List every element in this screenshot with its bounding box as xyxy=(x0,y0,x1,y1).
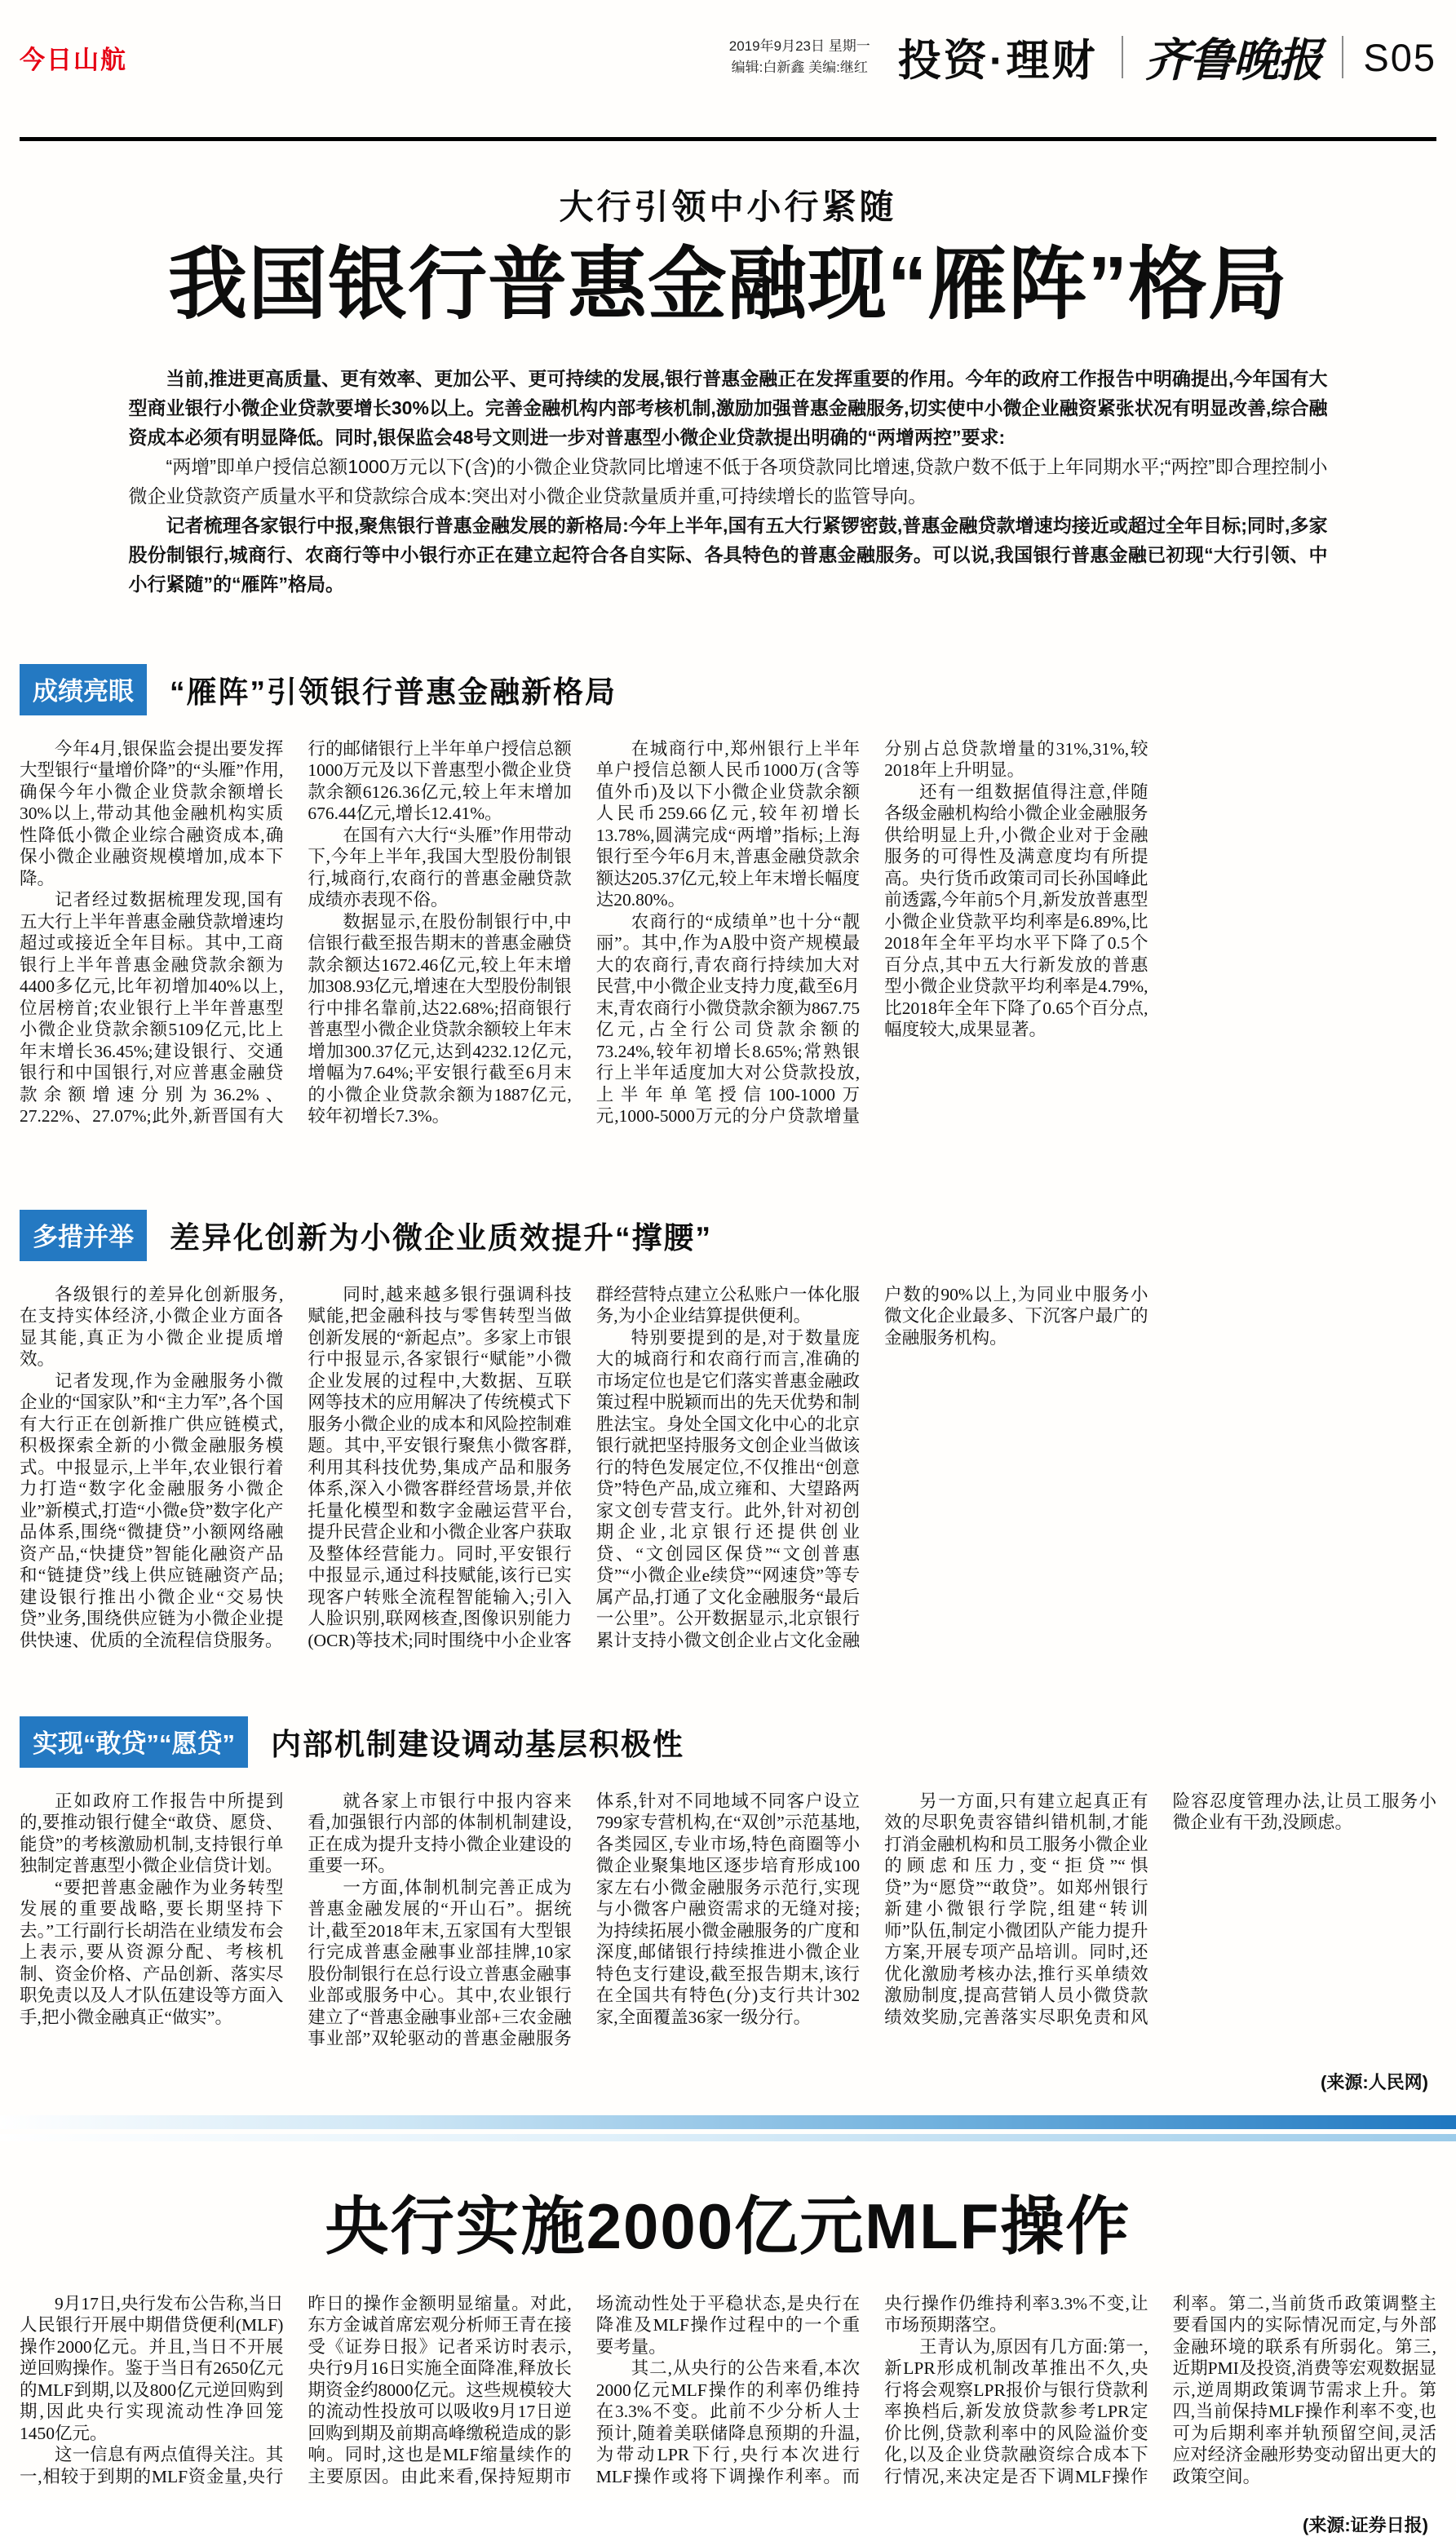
dateline: 2019年9月23日 星期一 xyxy=(728,38,870,54)
section-tag: 多措并举 xyxy=(20,1210,147,1261)
body-paragraph: 正如政府工作报告中所提到的,要推动银行健全“敢贷、愿贷、能贷”的考核激励机制,支持银行单独制定普惠型小微企业信贷计划。 xyxy=(20,1791,284,1876)
body-paragraph: 农商行的“成绩单”也十分“靓丽”。其中,作为A股中资产规模最大的农商行,青农商行持续加大对民营,中小微企业支持力度,截至6月末,青农商行小微贷款余额为867.75亿元,占全行公司贷款余额的73.24%,较年初增长8.65%;常熟银行上半年适度加大对公贷款投放,上半年单笔授信100-1000万元,1000-5000万元的分户贷款增量分别占总贷款增量的31%,31%,较2018年上升明显。 xyxy=(595,738,1148,1127)
kicker: 大行引领中小行紧随 xyxy=(559,188,897,226)
editors-line: 编辑:白新鑫 美编:继红 xyxy=(731,60,868,75)
paper-logo: 齐鲁晚报 xyxy=(1144,33,1321,87)
body-paragraph: 特别要提到的是,对于数量庞大的城商行和农商行而言,准确的市场定位也是它们落实普惠金融政策过程中脱颖而出的先天优势和制胜法宝。身处全国文化中心的北京银行就把坚持服务文创企业当做该行的特色发展定位,不仅推出“创意贷”特色产品,成立雍和、大望路两家文创专营支行。此外,针对初创期企业,北京银行还提供创业贷、“文创园区保贷”“文创普惠贷”“小微企业e续贷”“网速贷”等专属产品,打通了文化金融服务“最后一公里”。公开数据显示,北京银行累计支持小微文创企业占文化金融户数的90%以上,为同业中服务小微文化企业最多、下沉客户最广的金融服务机构。 xyxy=(595,1284,1148,1650)
body-paragraph: 各级银行的差异化创新服务,在支持实体经济,小微企业方面各显其能,真正为小微企业提质增效。 xyxy=(20,1284,284,1370)
secondary-headline: 央行实施2000亿元MLF操作 xyxy=(325,2189,1131,2262)
separator-band-top xyxy=(0,2115,1456,2129)
section-mechanism xyxy=(0,1716,1456,2094)
article-body xyxy=(20,2293,1436,2507)
body-paragraph: “两增”即单户授信总额1000万元以下(含)的小微企业贷款同比增速不低于各项贷款同比增速,贷款户数不低于上年同期水平;“两控”即合理控制小微企业贷款资产质量水平和贷款综合成本:突出对小微企业贷款量质并重,可持续增长的监管导向。 xyxy=(128,455,1328,507)
page-number: S05 xyxy=(1363,35,1436,79)
section-header xyxy=(20,664,1436,715)
body-paragraph: 在国有六大行“头雁”作用带动下,今年上半年,我国大型股份制银行,城商行,农商行的普惠金融贷款成绩亦表现不俗。 xyxy=(308,825,572,910)
section-achievements xyxy=(0,664,1456,1146)
body-paragraph: 记者发现,作为金融服务小微企业的“国家队”和“主力军”,各个国有大行正在创新推广供应链模式,积极探索全新的小微金融服务模式。中报显示,上半年,农业银行着力打造“数字化金融服务小微企业”新模式,打造“小微e贷”数字化产品体系,围绕“微捷贷”小额网络融资产品,“快捷贷”智能化融资产品和“链捷贷”线上供应链融资产品;建设银行推出小微企业“交易快贷”业务,围绕供应链为小微企业提供快速、优质的全流程信贷服务。 xyxy=(20,1370,284,1650)
body-paragraph: “要把普惠金融作为业务转型发展的重要战略,要长期坚持下去。”工行副行长胡浩在业绩发布会上表示,要从资源分配、考核机制、资金价格、产品创新、落实尽职免责以及人才队伍建设等方面入手,把小微金融真正“做实”。 xyxy=(20,1877,284,2027)
section-title: 内部机制建设调动基层积极性 xyxy=(271,1728,684,1762)
section-body xyxy=(20,1284,1436,1653)
body-paragraph: 数据显示,在股份制银行中,中信银行截至报告期末的普惠金融贷款余额达1672.46亿元,较上年末增加308.93亿元,增速在大型股份制银行中排名靠前,达22.68%;招商银行普惠型小微企业贷款余额较上年末增加300.37亿元,达到4232.12亿元,增幅为7.64%;平安银行截至6月末的小微企业贷款余额为1887亿元,较年初增长7.3%。 xyxy=(308,911,572,1127)
section-measures xyxy=(0,1210,1456,1653)
masthead-divider xyxy=(1342,36,1343,78)
body-paragraph: 就各家上市银行中报内容来看,加强银行内部的体制机制建设,正在成为提升支持小微企业建设的重要一环。 xyxy=(308,1791,572,1876)
article-mlf xyxy=(0,2176,1456,2537)
section-header xyxy=(20,1716,1436,1768)
body-paragraph: 王青认为,原因有几方面:第一,新LPR形成机制改革推出不久,央行将会观察LPR报价与银行贷款利率换档后,新发放贷款参考LPR定价比例,贷款利率中的风险溢价变化,以及企业贷款融资综合成本下行情况,来决定是否下调MLF操作利率。第二,当前货币政策调整主要看国内的实际情况而定,与外部金融环境的联系有所弱化。第三,近期PMI及投资,消费等宏观数据显示,逆周期政策调节需求上升。第四,当前保持MLF操作利率不变,也可为后期利率并轨预留空间,灵活应对经济金融形势变动留出更大的政策空间。 xyxy=(884,2293,1436,2486)
masthead xyxy=(0,0,1456,90)
body-paragraph: 今年4月,银保监会提出要发挥大型银行“量增价降”的“头雁”作用,确保今年小微企业贷款余额增长30%以上,带动其他金融机构实质性降低小微企业综合融资成本,确保小微企业融资规模增加,成本下降。 xyxy=(20,738,284,888)
section-tag: 实现“敢贷”“愿贷” xyxy=(20,1716,248,1768)
lead-intro xyxy=(129,364,1328,599)
masthead-divider xyxy=(1122,36,1123,78)
main-headline: 我国银行普惠金融现“雁阵”格局 xyxy=(168,240,1288,329)
masthead-meta xyxy=(729,36,870,78)
body-paragraph: 还有一组数据值得注意,伴随各级金融机构给小微企业金融服务供给明显上升,小微企业对于金融服务的可得性及满意度均有所提高。央行货币政策司司长孙国峰此前透露,今年前5个月,新发放普惠型小微企业贷款平均利率是6.89%,比2018年全年平均水平下降了0.5个百分点,其中五大行新发放的普惠型小微企业贷款平均利率是4.79%,比2018年全年下降了0.65个百分点,幅度较大,成果显著。 xyxy=(884,781,1148,1040)
body-paragraph: 这一信息有两点值得关注。其一,相较于到期的MLF资金量,央行昨日的操作金额明显缩量。对此,东方金诚首席宏观分析师王青在接受《证券日报》记者采访时表示,央行9月16日实施全面降准,释放长期资金约8000亿元。这些规模较大的流动性投放可以吸收9月17日逆回购到期及前期高峰缴税造成的影响。同时,这也是MLF缩量续作的主要原因。由此来看,保持短期市场流动性处于平稳状态,是央行在降准及MLF操作过程中的一个重要考量。 xyxy=(20,2293,861,2486)
section-title: “雁阵”引领银行普惠金融新格局 xyxy=(170,675,617,710)
brand-logo: 今日山航 xyxy=(20,45,127,74)
article-source: (来源:证券日报) xyxy=(1303,2514,1428,2535)
section-body xyxy=(20,1791,1436,2064)
body-paragraph: 同时,越来越多银行强调科技赋能,把金融科技与零售转型当做创新发展的“新起点”。多家上市银行中报显示,各家银行“赋能”小微企业发展的过程中,大数据、互联网等技术的应用解决了传统模式下服务小微企业的成本和风险控制难题。其中,平安银行聚焦小微客群,利用其科技优势,集成产品和服务体系,深入小微客群经营场景,并依托量化模型和数字金融运营平台,提升民营企业和小微企业客户获取及整体经营能力。同时,平安银行中报显示,通过科技赋能,该行已实现客户转账全流程智能输入;引入人脸识别,联网核查,图像识别能力(OCR)等技术;同时围绕中小企业客群经营特点建立公私账户一体化服务,为小企业结算提供便利。 xyxy=(308,1284,861,1650)
body-paragraph: 其二,从央行的公告来看,本次2000亿元MLF操作的利率仍维持在3.3%不变。此前不少分析人士预计,随着美联储降息预期的升温,为带动LPR下行,央行本次进行MLF操作或将下调操作利率。而央行操作仍维持利率3.3%不变,让市场预期落空。 xyxy=(595,2293,1148,2486)
body-paragraph: 另一方面,只有建立起真正有效的尽职免责容错纠错机制,才能打消金融机构和员工服务小微企业的顾虑和压力,变“拒贷”“惧贷”为“愿贷”“敢贷”。如郑州银行新建小微银行学院,组建“转训师”队伍,制定小微团队产能力提升方案,开展专项产品培训。同时,还优化激励考核办法,推行买单绩效激励制度,提高营销人员小微贷款绩效奖励,完善落实尽职免责和风险容忍度管理办法,让员工服务小微企业有干劲,没顾虑。 xyxy=(884,1791,1436,2027)
body-paragraph: 在城商行中,郑州银行上半年单户授信总额人民币1000万(含等值外币)及以下小微企业贷款余额人民币259.66亿元,较年初增长13.78%,圆满完成“两增”指标;上海银行至今年6月末,普惠金融贷款余额达205.37亿元,较上年末增长幅度达20.80%。 xyxy=(595,738,861,910)
body-paragraph: 一方面,体制机制完善正成为普惠金融发展的“开山石”。据统计,截至2018年末,五家国有大型银行完成普惠金融事业部挂牌,10家股份制银行在总行设立普惠金融事业部或服务中心。其中,农业银行建立了“普惠金融事业部+三农金融事业部”双轮驱动的普惠金融服务体系,针对不同地域不同客户设立799家专营机构,在“双创”示范基地,各类园区,专业市场,特色商圈等小微企业聚集地区逐步培育形成100家左右小微金融服务示范行,实现与小微客户融资需求的无缝对接;为持续拓展小微金融服务的广度和深度,邮储银行持续推进小微企业特色支行建设,截至报告期末,该行在全国共有特色(分)支行共计302家,全面覆盖36家一级分行。 xyxy=(308,1791,861,2049)
body-paragraph: 当前,推进更高质量、更有效率、更加公平、更可持续的发展,银行普惠金融正在发挥重要的作用。今年的政府工作报告中明确提出,今年国有大型商业银行小微企业贷款要增长30%以上。完善金融机构内部考核机制,激励加强普惠金融服务,切实使中小微企业融资紧张状况有明显改善,综合融资成本必须有明显降低。同时,银保监会48号文则进一步对普惠型小微企业贷款提出明确的“两增两控”要求: xyxy=(128,367,1328,448)
section-tag: 成绩亮眼 xyxy=(20,664,147,715)
section-header xyxy=(20,1210,1436,1261)
body-paragraph: 记者经过数据梳理发现,国有五大行上半年普惠金融贷款增速均超过或接近全年目标。其中,工商银行上半年普惠金融贷款余额为4400多亿元,比年初增加40%以上,位居榜首;农业银行上半年普惠型小微企业贷款余额5109亿元,比上年末增长36.45%;建设银行、交通银行和中国银行,对应普惠金融贷款余额增速分别为36.2%、27.22%、27.07%;此外,新晋国有大行的邮储银行上半年单户授信总额1000万元及以下普惠型小微企业贷款余额6126.36亿元,较上年末增加676.44亿元,增长12.41%。 xyxy=(20,738,572,1127)
section-title: 差异化创新为小微企业质效提升“撑腰” xyxy=(170,1221,712,1255)
section-name: 投资·理财 xyxy=(897,37,1098,85)
article-source: (来源:人民网) xyxy=(1321,2071,1428,2092)
section-body xyxy=(20,738,1436,1146)
masthead-rule xyxy=(20,137,1436,141)
body-paragraph: 9月17日,央行发布公告称,当日人民银行开展中期借贷便利(MLF)操作2000亿元。并且,当日不开展逆回购操作。鉴于当日有2650亿元的MLF到期,以及800亿元逆回购到期,因此央行实现流动性净回笼1450亿元。 xyxy=(20,2293,284,2443)
body-paragraph: 记者梳理各家银行中报,聚焦银行普惠金融发展的新格局:今年上半年,国有五大行紧锣密鼓,普惠金融贷款增速均接近或超过全年目标;同时,多家股份制银行,城商行、农商行等中小银行亦正在建立起符合各自实际、各具特色的普惠金融服务。可以说,我国银行普惠金融已初现“大行引领、中小行紧随”的“雁阵”格局。 xyxy=(128,514,1328,595)
separator-band-bottom xyxy=(0,2134,1456,2141)
